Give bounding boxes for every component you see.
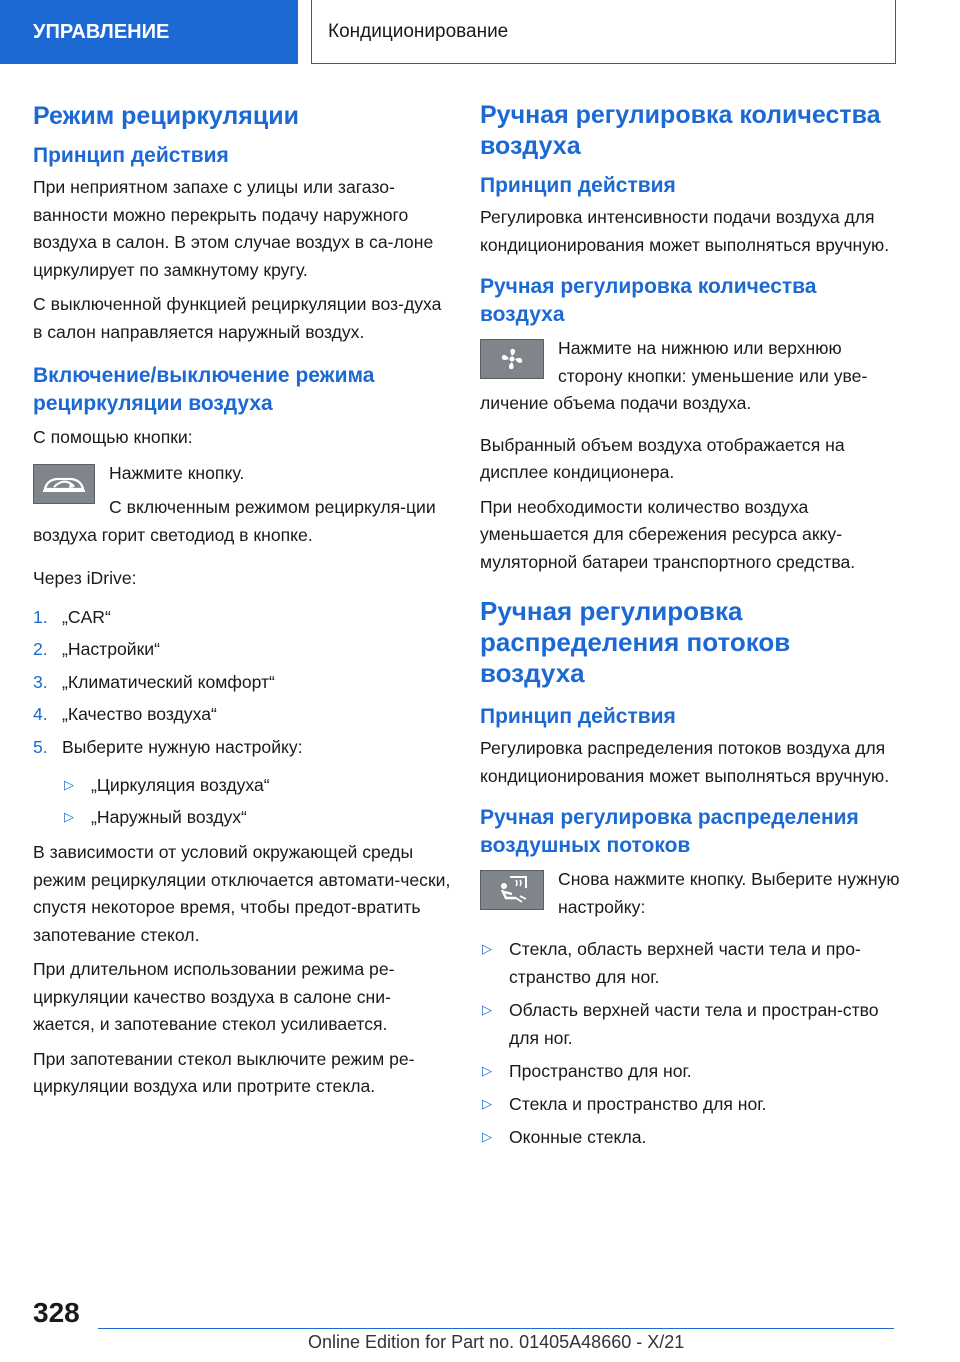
paragraph: Регулировка распределения потоков воздуха для кондиционирования может выполняться вручную. <box>480 738 890 786</box>
idrive-steps-list <box>33 601 451 764</box>
step-text: Выберите нужную настройку: <box>62 736 303 757</box>
subheading-principle: Принцип действия <box>480 705 676 728</box>
triangle-bullet-icon: ▷ <box>482 941 492 956</box>
list-item <box>33 666 451 699</box>
triangle-bullet-icon: ▷ <box>64 809 74 824</box>
paragraph: Выбранный объем воздуха отображается на дисплее кондиционера. <box>480 434 845 482</box>
step-number: 1. <box>33 606 48 627</box>
paragraph: При запотевании стекол выключите режим ре-циркуляции воздуха или протрите стекла. <box>33 1048 415 1096</box>
header-chapter-tab: Кондиционирование <box>311 0 896 64</box>
paragraph: Нажмите на нижнюю или верхнюю сторону кнопки: уменьшение или уве-личение объема подачи воздуха. <box>480 338 868 413</box>
subheading-air-volume-manual: Ручная регулировка количества воздуха <box>480 275 817 326</box>
paragraph: Нажмите кнопку. <box>109 462 245 483</box>
subheading-recirc-toggle: Включение/выключение режима рециркуляции воздуха <box>33 364 375 415</box>
option-text: Стекла, область верхней части тела и про-странство для ног. <box>509 939 861 987</box>
paragraph: С помощью кнопки: <box>33 427 193 447</box>
paragraph: С включенным режимом рециркуля-ции воздуха горит светодиод в кнопке. <box>33 497 436 545</box>
section-title-air-volume: Ручная регулировка количества воздуха <box>480 101 881 160</box>
paragraph: В зависимости от условий окружающей среды режим рециркуляции отключается автомати-чески, спустя некоторое время, чтобы предот-вратить запотевание стекол. <box>33 842 451 945</box>
setting-options-list <box>33 769 451 833</box>
list-item <box>33 731 451 764</box>
option-text: Пространство для ног. <box>509 1061 692 1081</box>
list-item <box>33 769 451 801</box>
option-text: Стекла и пространство для ног. <box>509 1094 767 1114</box>
step-text: „CAR“ <box>62 606 111 627</box>
paragraph: При неприятном запахе с улицы или загазо-ванности можно перекрыть подачу наружного воздуха в салон. В этом случае воздух в са-лоне циркулирует по замкнутому кругу. <box>33 177 434 280</box>
paragraph: При длительном использовании режима ре-циркуляции качество воздуха в салоне сни-жается, и запотевание стекол усиливается. <box>33 959 395 1034</box>
triangle-bullet-icon: ▷ <box>482 1063 492 1078</box>
paragraph: При необходимости количество воздуха уменьшается для сбережения ресурса акку-муляторной батареи транспортного средства. <box>480 496 856 572</box>
button-instruction <box>480 866 900 921</box>
paragraph: Снова нажмите кнопку. Выберите нужную настройку: <box>558 869 900 917</box>
step-number: 4. <box>33 704 48 724</box>
page-number: 328 <box>33 1297 80 1328</box>
step-text: „Климатический комфорт“ <box>62 671 275 692</box>
footer-divider <box>98 1328 894 1329</box>
list-item <box>480 1057 900 1085</box>
air-distribution-icon <box>480 870 544 910</box>
list-item <box>480 1123 900 1151</box>
step-text: „Качество воздуха“ <box>62 704 217 724</box>
triangle-bullet-icon: ▷ <box>482 1002 492 1017</box>
section-title-recirculation: Режим рециркуляции <box>33 102 300 130</box>
step-text: „Настройки“ <box>62 639 160 659</box>
triangle-bullet-icon: ▷ <box>482 1129 492 1144</box>
list-item <box>33 601 451 634</box>
header-section-tab: УПРАВЛЕНИЕ <box>0 0 298 64</box>
list-item <box>33 633 451 666</box>
step-number: 5. <box>33 736 48 757</box>
list-item <box>480 996 900 1052</box>
paragraph: Через iDrive: <box>33 568 137 588</box>
option-text: Область верхней части тела и простран-ство для ног. <box>509 1000 879 1048</box>
paragraph: Регулировка интенсивности подачи воздуха для кондиционирования может выполняться вручную. <box>480 207 890 255</box>
option-text: Оконные стекла. <box>509 1127 647 1147</box>
right-column <box>480 100 900 1157</box>
recirculation-icon <box>33 464 95 504</box>
list-item <box>480 935 900 991</box>
list-item <box>480 1090 900 1118</box>
step-number: 2. <box>33 639 48 659</box>
subheading-principle: Принцип действия <box>33 144 229 167</box>
paragraph: С выключенной функцией рециркуляции воз-духа в салон направляется наружный воздух. <box>33 294 442 342</box>
button-instruction <box>480 335 900 418</box>
subheading-air-distribution-manual: Ручная регулировка распределения воздушных потоков <box>480 806 859 857</box>
step-number: 3. <box>33 671 48 692</box>
distribution-options-list <box>480 935 900 1151</box>
footer-edition: Online Edition for Part no. 01405A48660 - X/21 <box>308 1332 685 1352</box>
fan-icon <box>480 339 544 379</box>
list-item <box>33 698 451 731</box>
section-title-air-distribution: Ручная регулировка распределения потоков воздуха <box>480 596 791 688</box>
triangle-bullet-icon: ▷ <box>64 777 74 792</box>
subheading-principle: Принцип действия <box>480 174 676 197</box>
triangle-bullet-icon: ▷ <box>482 1096 492 1111</box>
option-text: „Наружный воздух“ <box>91 807 247 827</box>
left-column <box>33 100 451 1108</box>
button-instruction <box>33 460 451 550</box>
list-item <box>33 801 451 833</box>
option-text: „Циркуляция воздуха“ <box>91 775 270 795</box>
